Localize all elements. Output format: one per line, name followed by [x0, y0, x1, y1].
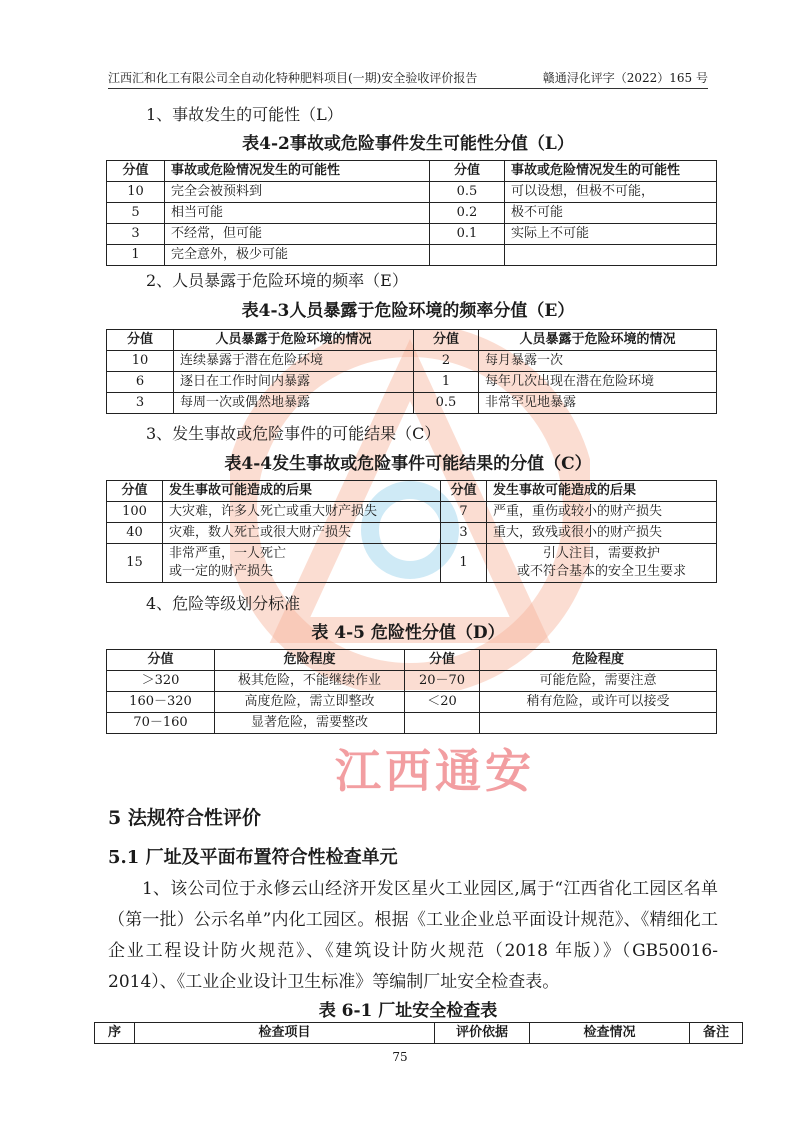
cell: 2 [414, 351, 479, 372]
table-row [107, 713, 717, 734]
table-row [107, 245, 717, 266]
table-header-row [107, 161, 717, 182]
section-l-heading: 1、事故发生的可能性（L） [146, 105, 343, 124]
table-4-5-caption: 表 4-5 危险性分值（D） [311, 623, 505, 643]
header-cell: 序 [95, 1023, 135, 1044]
paragraph-text: 1、该公司位于永修云山经济开发区星火工业园区,属于“江西省化工园区名单（第一批）公示名单”内化工园区。根据《工业企业总平面设计规范》、《精细化工企业工程设计防火规范》、《建筑设计防火规范（2018 年版）》（GB50016-2014）、《工业企业设计卫生标准》等编制厂址安全检查表。 [108, 879, 718, 992]
table-4-4 [106, 480, 717, 583]
cell: 20－70 [405, 671, 480, 692]
table-row [107, 203, 717, 224]
cell: 5 [107, 203, 165, 224]
cell [480, 713, 717, 734]
cell: 0.2 [430, 203, 505, 224]
header-cell: 发生事故可能造成的后果 [487, 481, 717, 502]
cell: 70－160 [107, 713, 215, 734]
cell-line: 非常严重，一人死亡 [169, 546, 287, 561]
header-cell: 人员暴露于危险环境的情况 [479, 330, 717, 351]
cell: 大灾难，许多人死亡或重大财产损失 [163, 502, 441, 523]
cell-line: 引人注目，需要救护 [542, 546, 660, 561]
table-row [107, 523, 717, 544]
header-cell: 检查情况 [530, 1023, 690, 1044]
cell: 100 [107, 502, 163, 523]
cell: 连续暴露于潜在危险环境 [174, 351, 414, 372]
table-row [107, 372, 717, 393]
cell: 15 [107, 544, 163, 583]
header-cell: 分值 [107, 650, 215, 671]
page-number: 75 [392, 1050, 408, 1064]
cell: 0.5 [414, 393, 479, 414]
cell: 1 [414, 372, 479, 393]
table-4-5 [106, 649, 717, 734]
cell: 重大，致残或很小的财产损失 [487, 523, 717, 544]
header-report-title: 江西汇和化工有限公司全自动化特种肥料项目(一期)安全验收评价报告 [108, 71, 478, 85]
table-row [107, 502, 717, 523]
cell-line: 或一定的财产损失 [169, 564, 274, 579]
cell: 不经常，但可能 [165, 224, 430, 245]
header-cell: 分值 [430, 161, 505, 182]
cell: 3 [107, 224, 165, 245]
chapter-title: 5 法规符合性评价 [108, 807, 261, 829]
cell [505, 245, 717, 266]
cell: 每年几次出现在潜在危险环境 [479, 372, 717, 393]
header-cell: 分值 [441, 481, 487, 502]
header-cell: 事故或危险情况发生的可能性 [505, 161, 717, 182]
cell [487, 544, 717, 583]
cell: 灾难，数人死亡或很大财产损失 [163, 523, 441, 544]
header-cell: 分值 [414, 330, 479, 351]
table-row [107, 671, 717, 692]
header-cell: 事故或危险情况发生的可能性 [165, 161, 430, 182]
header-cell: 分值 [107, 330, 174, 351]
header-cell: 分值 [107, 161, 165, 182]
table-4-2 [106, 160, 717, 266]
cell: 极不可能 [505, 203, 717, 224]
cell: 稍有危险，或许可以接受 [480, 692, 717, 713]
table-row [107, 544, 717, 583]
cell: 40 [107, 523, 163, 544]
cell-line: 或不符合基本的安全卫生要求 [516, 564, 686, 579]
cell: 160－320 [107, 692, 215, 713]
cell: 7 [441, 502, 487, 523]
header-cell: 危险程度 [480, 650, 717, 671]
header-cell: 分值 [405, 650, 480, 671]
section-c-heading: 3、发生事故或危险事件的可能结果（C） [146, 424, 441, 443]
table-row [107, 182, 717, 203]
header-cell: 发生事故可能造成的后果 [163, 481, 441, 502]
table-header-row [107, 481, 717, 502]
cell: 极其危险，不能继续作业 [215, 671, 405, 692]
table-4-3 [106, 329, 717, 414]
cell: 完全意外，极少可能 [165, 245, 430, 266]
cell: 3 [441, 523, 487, 544]
table-4-4-caption: 表4-4发生事故或危险事件可能结果的分值（C） [224, 454, 592, 474]
cell: 严重，重伤或较小的财产损失 [487, 502, 717, 523]
table-row [107, 692, 717, 713]
cell: 相当可能 [165, 203, 430, 224]
cell: 实际上不可能 [505, 224, 717, 245]
table-6-1-caption: 表 6-1 厂址安全检查表 [318, 1001, 498, 1021]
table-row [107, 393, 717, 414]
cell: 6 [107, 372, 174, 393]
header-cell: 评价依据 [435, 1023, 530, 1044]
cell: 10 [107, 182, 165, 203]
header-cell: 检查项目 [135, 1023, 435, 1044]
cell: 可能危险，需要注意 [480, 671, 717, 692]
cell: ＜20 [405, 692, 480, 713]
section-d-heading: 4、危险等级划分标准 [146, 594, 301, 613]
cell: 3 [107, 393, 174, 414]
table-row [107, 351, 717, 372]
cell [163, 544, 441, 583]
cell: 显著危险，需要整改 [215, 713, 405, 734]
watermark-text: 江西通安 [335, 744, 535, 798]
table-header-row [107, 330, 717, 351]
cell: 10 [107, 351, 174, 372]
page-header [108, 70, 708, 89]
table-row [107, 224, 717, 245]
cell [430, 245, 505, 266]
table-header-row [95, 1023, 743, 1044]
cell: 1 [441, 544, 487, 583]
table-4-3-caption: 表4-3人员暴露于危险环境的频率分值（E） [241, 301, 575, 321]
cell [405, 713, 480, 734]
section-title: 5.1 厂址及平面布置符合性检查单元 [108, 847, 398, 868]
header-report-number: 赣通浔化评字（2022）165 号 [542, 71, 708, 85]
cell: 完全会被预料到 [165, 182, 430, 203]
cell: 非常罕见地暴露 [479, 393, 717, 414]
cell: 0.5 [430, 182, 505, 203]
body-paragraph [108, 874, 718, 998]
cell: 0.1 [430, 224, 505, 245]
header-cell: 备注 [690, 1023, 743, 1044]
cell: 每周一次或偶然地暴露 [174, 393, 414, 414]
table-4-2-caption: 表4-2事故或危险事件发生可能性分值（L） [242, 134, 574, 154]
header-cell: 分值 [107, 481, 163, 502]
table-header-row [107, 650, 717, 671]
cell: ＞320 [107, 671, 215, 692]
table-6-1 [94, 1022, 743, 1044]
header-cell: 人员暴露于危险环境的情况 [174, 330, 414, 351]
cell: 1 [107, 245, 165, 266]
header-cell: 危险程度 [215, 650, 405, 671]
cell: 逐日在工作时间内暴露 [174, 372, 414, 393]
cell: 每月暴露一次 [479, 351, 717, 372]
cell: 高度危险，需立即整改 [215, 692, 405, 713]
cell: 可以设想，但极不可能， [505, 182, 717, 203]
section-e-heading: 2、人员暴露于危险环境的频率（E） [146, 271, 408, 290]
